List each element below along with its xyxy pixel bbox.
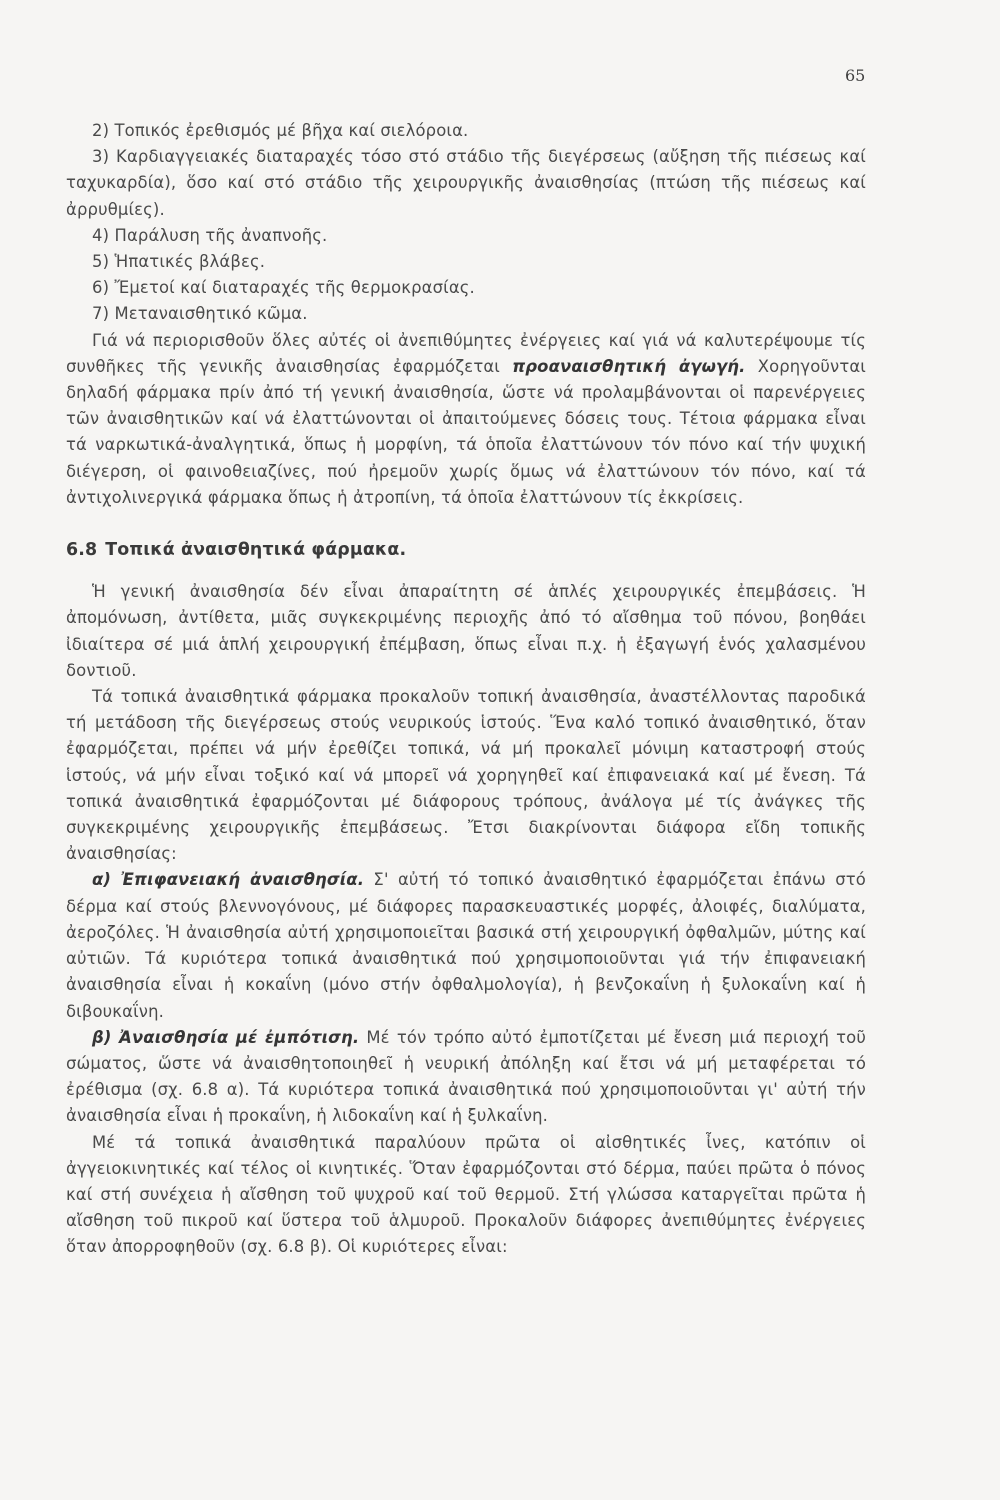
list-item-complication-7: 7) Μεταναισθητικό κῶμα. — [92, 304, 308, 324]
premedication-text-before: Γιά νά περιορισθοῦν ὅλες αὐτές οἱ ἀνεπιθύμητες ἐνέργειες καί γιά νά καλυτερέψουμε τίς συνθῆκες τῆς γενικῆς ἀναισθησίας ἐφαρμόζεται — [66, 330, 866, 376]
paragraph-local-anesthetics: Τά τοπικά ἀναισθητικά φάρμακα προκαλοῦν τοπική ἀναισθησία, ἀναστέλλοντας παροδικά τή μετάδοση τῆς διεγέρσεως στούς νευρικούς ἱστούς. Ἕνα καλό τοπικό ἀναισθητικό, ὅταν ἐφαρμόζεται, πρέπει νά μήν ἐρεθίζει τοπικά, νά μή προκαλεῖ μόνιμη καταστροφή στούς ἱστούς, νά μήν εἶναι τοξικό καί νά μπορεῖ νά χορηγηθεῖ καί ἐπιφανειακά καί μέ ἔνεση. Τά τοπικά ἀναισθητικά ἐφαρμόζονται μέ διάφορους τρόπους, ἀνάλογα μέ τίς ἀνάγκες τῆς συγκεκριμένης χειρουργικῆς ἐπεμβάσεως. Ἔτσι διακρίνονται διάφορα εἴδη τοπικῆς ἀναισθησίας: — [66, 687, 866, 864]
page-number: 65 — [845, 66, 866, 85]
section-heading — [66, 537, 866, 563]
page-content — [66, 118, 866, 1261]
section-number: 6.8 — [66, 540, 98, 561]
list-item-complication-5: 5) Ἡπατικές βλάβες. — [92, 252, 266, 272]
section-title: Τοπικά ἀναισθητικά φάρμακα. — [105, 540, 407, 561]
paragraph-general-anesthesia: Ἡ γενική ἀναισθησία δέν εἶναι ἀπαραίτητη σέ ἁπλές χειρουργικές ἐπεμβάσεις. Ἡ ἀπομόνωση, ἀντίθετα, μιᾶς συγκεκριμένης περιοχῆς ἀπό τό αἴσθημα τοῦ πόνου, βοηθάει ἰδιαίτερα σέ μιά ἁπλή χειρουργική ἐπέμβαση, ὅπως εἶναι π.χ. ἡ ἐξαγωγή ἑνός χαλασμένου δοντιοῦ. — [66, 582, 866, 680]
infiltration-anesthesia-text: Μέ τόν τρόπο αὐτό ἐμποτίζεται μέ ἔνεση μιά περιοχή τοῦ σώματος, ὥστε νά ἀναισθητοποιηθεῖ ἡ νευρική ἀπόληξη καί ἔτσι νά μή μεταφέρεται τό ἐρέθισμα (σχ. 6.8 α). Τά κυριότερα τοπικά ἀναισθητικά πού χρησιμοποιοῦνται γι' αὐτή τήν ἀναισθησία εἶναι ἡ προκαΐνη, ἡ λιδοκαΐνη καί ἡ ξυλκαΐνη. — [66, 1027, 866, 1126]
infiltration-anesthesia-label: β) Ἀναισθησία μέ ἐμπότιση. — [92, 1027, 360, 1047]
list-item-complication-2: 2) Τοπικός ἐρεθισμός μέ βῆχα καί σιελόροια. — [92, 121, 469, 140]
surface-anesthesia-label: α) Ἐπιφανειακή ἀναισθησία. — [92, 870, 365, 890]
paragraph-infiltration-anesthesia — [66, 1025, 866, 1130]
paragraph-nerve-fibers: Μέ τά τοπικά ἀναισθητικά παραλύουν πρῶτα οἱ αἰσθητικές ἶνες, κατόπιν οἱ ἀγγειοκινητικές καί τέλος οἱ κινητικές. Ὅταν ἐφαρμόζονται στό δέρμα, παύει πρῶτα ὁ πόνος καί στή συνέχεια ἡ αἴσθηση τοῦ ψυχροῦ καί τοῦ θερμοῦ. Στή γλώσσα καταργεῖται πρῶτα ἡ αἴσθηση τοῦ πικροῦ καί ὕστερα τοῦ ἁλμυροῦ. Προκαλοῦν διάφορες ἀνεπιθύμητες ἐνέργειες ὅταν ἀπορροφηθοῦν (σχ. 6.8 β). Οἱ κυριότερες εἶναι: — [66, 1132, 866, 1257]
premedication-paragraph — [66, 328, 866, 511]
list-item-complication-4: 4) Παράλυση τῆς ἀναπνοῆς. — [92, 225, 328, 245]
surface-anesthesia-text: Σ' αὐτή τό τοπικό ἀναισθητικό ἐφαρμόζεται ἐπάνω στό δέρμα καί στούς βλεννογόνους, μέ διάφορες παρασκευαστικές μορφές, ἀλοιφές, διαλύματα, ἀεροζόλες. Ἡ ἀναισθησία αὐτή χρησιμοποιεῖται βασικά στή χειρουργική ὀφθαλμῶν, μύτης καί αὐτιῶν. Τά κυριότερα τοπικά ἀναισθητικά πού χρησιμοποιοῦνται γιά τήν ἐπιφανειακή ἀναισθησία εἶναι ἡ κοκαΐνη (μόνο στήν ὀφθαλμολογία), ἡ βενζοκαΐνη ἡ ξυλοκαΐνη καί ἡ διβουκαΐνη. — [66, 870, 866, 1021]
premedication-text-after: Χορηγοῦνται δηλαδή φάρμακα πρίν ἀπό τή γενική ἀναισθησία, ὥστε νά προλαμβάνονται οἱ παρενέργειες τῶν ἀναισθητικῶν καί νά ἐλαττώνονται οἱ ἀπαιτούμενες δόσεις τους. Τέτοια φάρμακα εἶναι τά ναρκωτικά-ἀναλγητικά, ὅπως ἡ μορφίνη, τά ὁποῖα ἐλαττώνουν τόν πόνο καί τήν ψυχική διέγερση, οἱ φαινοθειαζίνες, πού ἠρεμοῦν χωρίς ὅμως νά ἐλαττώνουν τόν πόνο, καί τά ἀντιχολινεργικά φάρμακα ὅπως ἡ ἀτροπίνη, τά ὁποῖα ἐλαττώνουν τίς ἐκκρίσεις. — [66, 356, 866, 507]
list-item-complication-3: 3) Καρδιαγγειακές διαταραχές τόσο στό στάδιο τῆς διεγέρσεως (αὔξηση τῆς πιέσεως καί ταχυκαρδία), ὅσο καί στό στάδιο τῆς χειρουργικῆς ἀναισθησίας (πτώση τῆς πιέσεως καί ἀρρυθμίες). — [66, 147, 866, 219]
list-item-complication-6: 6) Ἔμετοί καί διαταραχές τῆς θερμοκρασίας. — [92, 278, 475, 298]
premedication-term: προαναισθητική ἀγωγή. — [512, 356, 746, 376]
paragraph-surface-anesthesia — [66, 867, 866, 1024]
